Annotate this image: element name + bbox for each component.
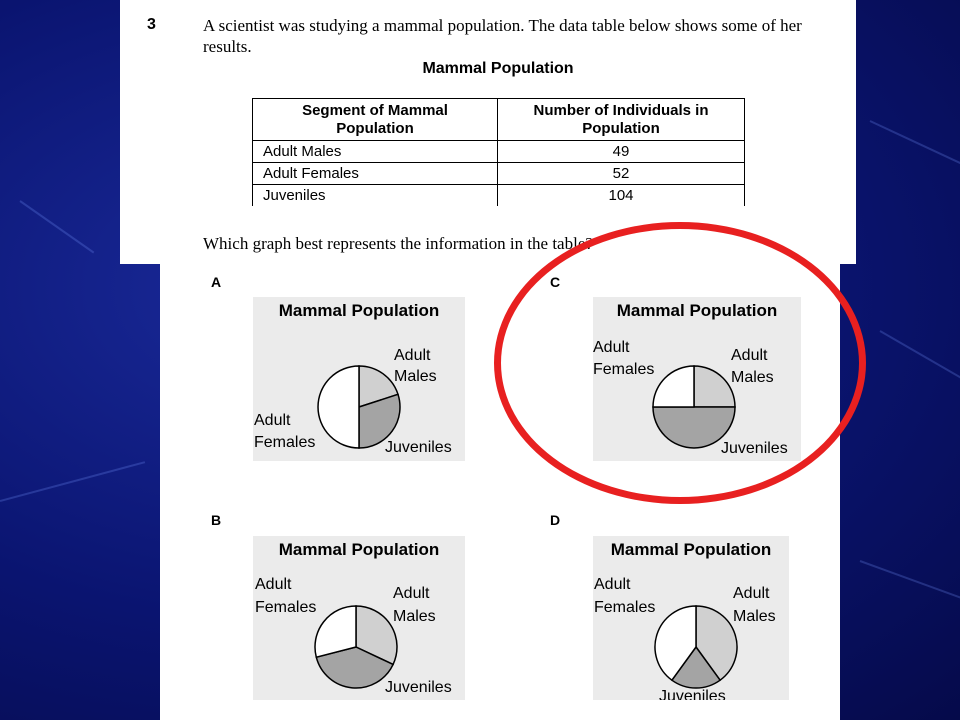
table-row xyxy=(253,163,745,185)
pie-slices xyxy=(655,606,737,688)
slice-label-females: Females xyxy=(254,434,316,451)
pie-chart-option-b[interactable] xyxy=(253,536,465,700)
slice-label-males: Males xyxy=(394,368,437,385)
table-cell-count: 104 xyxy=(498,185,745,207)
slice-label-females: Females xyxy=(255,599,317,616)
option-letter-d[interactable]: D xyxy=(550,512,561,528)
table-header-row xyxy=(253,99,745,141)
slice-label-females: Females xyxy=(593,361,655,378)
slice-label-females: Females xyxy=(594,599,656,616)
slice-label-adult: Adult xyxy=(593,339,630,356)
answer-highlight-circle xyxy=(494,222,866,504)
pie-chart-option-a[interactable] xyxy=(253,297,465,461)
slice-label-adult: Adult xyxy=(731,347,768,364)
slice-label-males: Males xyxy=(731,369,774,386)
table-header-segment: Segment of Mammal Population xyxy=(253,99,498,141)
table-cell-count: 52 xyxy=(498,163,745,185)
question-text: A scientist was studying a mammal population. The data table below shows some of her results. xyxy=(203,16,802,56)
slice-label-males: Males xyxy=(733,608,776,625)
question-prompt: Which graph best represents the information in the table? xyxy=(203,234,593,253)
slice-label-juveniles: Juveniles xyxy=(721,440,788,457)
table-cell-segment: Adult Males xyxy=(253,141,498,163)
background-streak xyxy=(0,461,145,502)
background-streak xyxy=(870,120,960,173)
slice-label-adult: Adult xyxy=(394,347,431,364)
slice-label-juveniles: Juveniles xyxy=(385,439,452,456)
chart-title: Mammal Population xyxy=(278,540,440,559)
pie-slice-adult-females xyxy=(318,366,359,448)
slice-label-males: Males xyxy=(393,608,436,625)
table-header-count: Number of Individuals in Population xyxy=(498,99,745,141)
question-panel xyxy=(120,0,856,264)
background-streak xyxy=(19,200,94,253)
question-number: 3 xyxy=(147,16,156,33)
chart-title: Mammal Population xyxy=(616,301,778,320)
table-cell-count: 49 xyxy=(498,141,745,163)
background-streak xyxy=(880,330,960,387)
chart-title: Mammal Population xyxy=(278,301,440,320)
slice-label-adult: Adult xyxy=(393,585,430,602)
data-table xyxy=(252,98,745,206)
option-letter-a[interactable]: A xyxy=(211,274,222,290)
table-row xyxy=(253,141,745,163)
table-title: Mammal Population xyxy=(422,60,574,77)
slice-label-adult: Adult xyxy=(733,585,770,602)
slice-label-adult: Adult xyxy=(594,576,631,593)
option-letter-b[interactable]: B xyxy=(211,512,222,528)
pie-slices xyxy=(315,606,397,688)
table-cell-segment: Juveniles xyxy=(253,185,498,207)
chart-title: Mammal Population xyxy=(610,540,772,559)
background-streak xyxy=(860,560,960,603)
table-cell-segment: Adult Females xyxy=(253,163,498,185)
pie-slices xyxy=(318,366,400,448)
slice-label-juveniles: Juveniles xyxy=(385,679,452,696)
pie-chart-option-d[interactable] xyxy=(593,536,789,700)
slice-label-adult: Adult xyxy=(254,412,291,429)
slice-label-adult: Adult xyxy=(255,576,292,593)
table-row xyxy=(253,185,745,207)
option-letter-c[interactable]: C xyxy=(550,274,561,290)
slice-label-juveniles: Juveniles xyxy=(659,688,726,700)
